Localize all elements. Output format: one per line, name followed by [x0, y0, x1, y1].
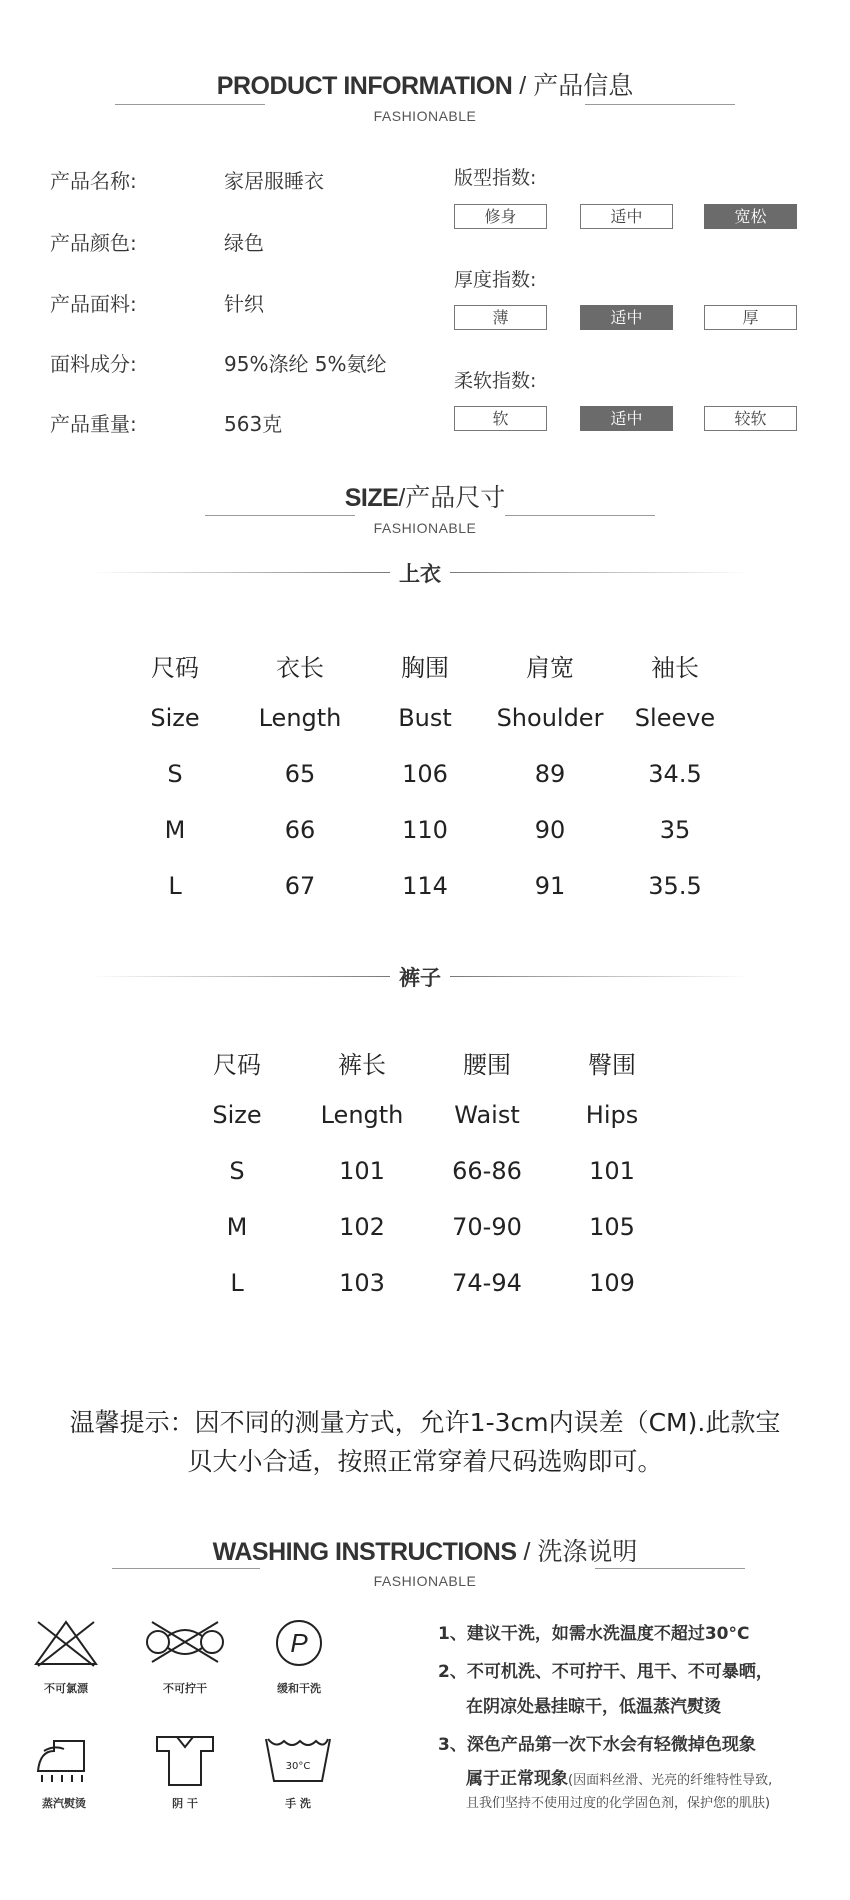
thickness-option: 厚	[704, 305, 797, 330]
fit-option: 适中	[580, 204, 673, 229]
product-info-title-en: PRODUCT INFORMATION	[216, 72, 513, 100]
divider-line	[505, 515, 655, 516]
pants-table-cell: M	[226, 1213, 248, 1241]
wash-note-3b-line	[466, 1764, 772, 1789]
steam-iron-caption: 蒸汽熨烫	[42, 1797, 86, 1810]
info-label: 产品面料:	[50, 292, 137, 316]
pants-table-cell: L	[230, 1269, 244, 1297]
divider-line-right	[450, 976, 750, 977]
top-divider	[90, 558, 750, 588]
shade-dry-caption: 阴 干	[172, 1797, 198, 1810]
top-table-header-cn: 衣长	[276, 654, 324, 682]
thickness-index-label: 厚度指数:	[454, 269, 537, 291]
info-value: 563克	[224, 412, 283, 436]
wash-note-3d: 且我们坚持不使用过度的化学固色剂，保护您的肌肤)	[466, 1796, 771, 1811]
product-info-title	[0, 66, 850, 102]
pants-table-label: 裤子	[399, 966, 441, 990]
top-table-header-cn: 袖长	[651, 654, 699, 682]
wash-note-2a: 2、不可机洗、不可拧干、甩干、不可暴晒，	[438, 1662, 773, 1682]
fit-index-label: 版型指数:	[454, 167, 537, 189]
divider-line	[115, 104, 265, 105]
top-table-cell: 110	[402, 816, 448, 844]
top-table-header-en: Size	[150, 704, 200, 732]
dry-clean-symbol: P	[290, 1628, 308, 1658]
washing-title	[0, 1532, 850, 1568]
pants-table-header-en: Hips	[585, 1101, 639, 1129]
thickness-option: 薄	[454, 305, 547, 330]
pants-table-cell: 70-90	[452, 1213, 522, 1241]
measurement-tip	[0, 1403, 850, 1481]
top-table-cell: 35.5	[648, 872, 702, 900]
wash-note-1: 1、建议干洗，如需水洗温度不超过30°C	[438, 1624, 750, 1644]
product-info-title-cn: / 产品信息	[512, 72, 634, 100]
thickness-option: 适中	[580, 305, 673, 330]
wash-note-3a: 3、深色产品第一次下水会有轻微掉色现象	[438, 1735, 756, 1755]
info-label: 面料成分:	[50, 352, 137, 376]
pants-table-cell: 101	[589, 1157, 635, 1185]
softness-option: 较软	[704, 406, 797, 431]
info-value: 95%涤纶 5%氨纶	[224, 352, 387, 376]
pants-table-cell: S	[229, 1157, 245, 1185]
size-title-en: SIZE	[344, 484, 399, 512]
divider-line	[595, 1568, 745, 1569]
dry-clean-caption: 缓和干洗	[277, 1682, 321, 1695]
top-table-header-en: Length	[258, 704, 342, 732]
pants-divider	[90, 962, 750, 992]
top-table-header-en: Bust	[398, 704, 452, 732]
pants-table-header-cn: 尺码	[213, 1051, 261, 1079]
no-bleach-caption: 不可氯漂	[44, 1682, 88, 1695]
pants-table-header-en: Size	[212, 1101, 262, 1129]
pants-table-header-cn: 腰围	[463, 1051, 511, 1079]
fit-option: 宽松	[704, 204, 797, 229]
divider-line	[112, 1568, 260, 1569]
washing-title-cn: / 洗涤说明	[516, 1538, 638, 1566]
pants-table-cell: 109	[589, 1269, 635, 1297]
tip-line-1: 温馨提示：因不同的测量方式，允许1-3cm内误差（CM).此款宝	[69, 1408, 781, 1437]
no-bleach-icon	[32, 1618, 100, 1668]
washing-title-en: WASHING INSTRUCTIONS	[212, 1538, 517, 1566]
top-table-header-cn: 肩宽	[526, 654, 574, 682]
softness-option: 适中	[580, 406, 673, 431]
top-table-header-en: Shoulder	[496, 704, 604, 732]
top-table-cell: 67	[284, 872, 316, 900]
pants-table-cell: 105	[589, 1213, 635, 1241]
size-subtitle: FASHIONABLE	[373, 520, 477, 536]
pants-table-cell: 101	[339, 1157, 385, 1185]
wash-note-3c: (因面料丝滑、光亮的纤维特性导致,	[568, 1773, 773, 1788]
top-table-cell: 65	[284, 760, 316, 788]
info-label: 产品名称:	[50, 169, 137, 193]
top-table-cell: M	[164, 816, 186, 844]
info-value: 针织	[224, 292, 264, 316]
info-value: 家居服睡衣	[224, 169, 324, 193]
pants-table-header-en: Waist	[454, 1101, 520, 1129]
pants-table-header-cn: 臀围	[588, 1051, 636, 1079]
softness-option: 软	[454, 406, 547, 431]
top-table-cell: 91	[534, 872, 566, 900]
top-table-cell: 106	[402, 760, 448, 788]
pants-table-header-cn: 裤长	[338, 1051, 386, 1079]
pants-table-cell: 102	[339, 1213, 385, 1241]
product-info-subtitle: FASHIONABLE	[373, 108, 477, 124]
pants-table-header-en: Length	[320, 1101, 404, 1129]
info-label: 产品重量:	[50, 412, 137, 436]
dry-clean-icon	[274, 1618, 324, 1668]
info-value: 绿色	[224, 231, 264, 255]
hand-wash-caption: 手 洗	[285, 1797, 311, 1810]
washing-subtitle: FASHIONABLE	[373, 1573, 477, 1589]
top-table-cell: 34.5	[648, 760, 702, 788]
top-table-cell: 90	[534, 816, 566, 844]
top-table-header-cn: 胸围	[401, 654, 449, 682]
top-table-cell: 66	[284, 816, 316, 844]
top-table-cell: 35	[659, 816, 691, 844]
divider-line	[585, 104, 735, 105]
no-wring-icon	[144, 1620, 226, 1664]
shade-dry-icon	[155, 1735, 215, 1787]
size-title-cn: /产品尺寸	[398, 484, 506, 512]
info-label: 产品颜色:	[50, 231, 137, 255]
hand-wash-icon	[264, 1735, 332, 1785]
softness-index-label: 柔软指数:	[454, 370, 537, 392]
top-table-header-cn: 尺码	[151, 654, 199, 682]
top-table-cell: 89	[534, 760, 566, 788]
top-table-cell: L	[168, 872, 182, 900]
size-title	[0, 478, 850, 514]
top-table-label: 上衣	[399, 562, 441, 586]
pants-table-cell: 66-86	[452, 1157, 522, 1185]
hand-wash-temp: 30°C	[285, 1761, 311, 1772]
top-table-cell: 114	[402, 872, 448, 900]
tip-line-2: 贝大小合适，按照正常穿着尺码选购即可。	[187, 1447, 663, 1476]
steam-iron-icon	[34, 1735, 94, 1785]
wash-note-3b: 属于正常现象	[466, 1769, 568, 1789]
wash-note-2b: 在阴凉处悬挂晾干，低温蒸汽熨烫	[466, 1697, 721, 1717]
top-table-cell: S	[167, 760, 183, 788]
no-wring-caption: 不可拧干	[163, 1682, 207, 1695]
divider-line-right	[450, 572, 750, 573]
top-table-header-en: Sleeve	[634, 704, 716, 732]
divider-line	[205, 515, 355, 516]
pants-table-cell: 74-94	[452, 1269, 522, 1297]
fit-option: 修身	[454, 204, 547, 229]
pants-table-cell: 103	[339, 1269, 385, 1297]
